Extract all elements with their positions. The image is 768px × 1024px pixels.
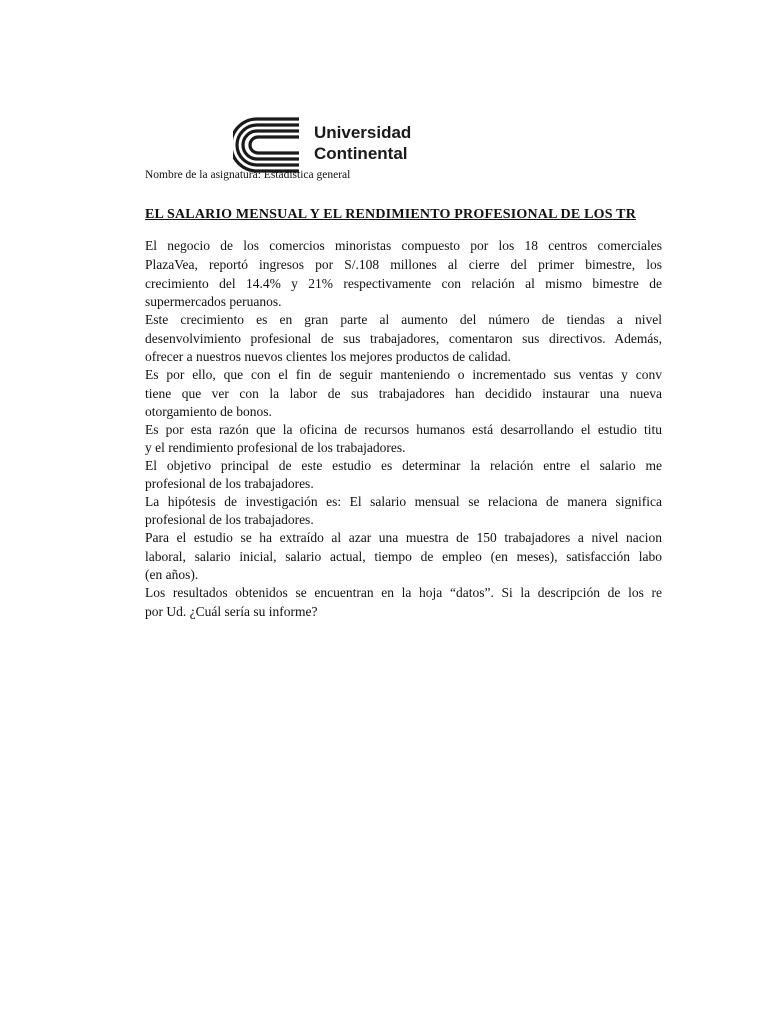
body-line: otorgamiento de bonos. (145, 404, 272, 419)
body-line: laboral, salario inicial, salario actual, tiempo de empleo (en meses), satisfacción labo (145, 549, 662, 564)
body-line: y el rendimiento profesional de los trabajadores. (145, 440, 406, 455)
logo-line-2: Continental (314, 144, 408, 163)
logo-line-1: Universidad (314, 123, 412, 142)
body-line: desenvolvimiento profesional de sus trabajadores, comentaron sus directivos. Además, (145, 331, 662, 346)
document-title: EL SALARIO MENSUAL Y EL RENDIMIENTO PROFESIONAL DE LOS TR (145, 207, 637, 222)
body-line: profesional de los trabajadores. (145, 512, 314, 527)
subject-label: Nombre de la asignatura: Estadística general (145, 169, 351, 181)
body-line: profesional de los trabajadores. (145, 476, 314, 491)
body-line: Para el estudio se ha extraído al azar una muestra de 150 trabajadores a nivel nacion (145, 530, 662, 545)
university-logo-icon (233, 117, 301, 173)
body-line: La hipótesis de investigación es: El salario mensual se relaciona de manera significa (145, 494, 662, 509)
body-line: (en años). (145, 567, 199, 582)
body-line: Los resultados obtenidos se encuentran en la hoja “datos”. Si la descripción de los re (145, 585, 662, 600)
body-line: Es por ello, que con el fin de seguir manteniendo o incrementado sus ventas y conv (145, 367, 662, 382)
body-line: supermercados peruanos. (145, 294, 282, 309)
body-line: Es por esta razón que la oficina de recursos humanos está desarrollando el estudio titu (145, 422, 662, 437)
university-logo-text (314, 122, 411, 164)
body-line: Este crecimiento es en gran parte al aumento del número de tiendas a nivel (145, 312, 662, 327)
body-text (145, 236, 662, 621)
university-logo (233, 117, 413, 173)
body-line: El objetivo principal de este estudio es determinar la relación entre el salario me (145, 458, 662, 473)
body-line: crecimiento del 14.4% y 21% respectivamente con relación al mismo bimestre de (145, 276, 662, 291)
body-line: por Ud. ¿Cuál sería su informe? (145, 604, 318, 619)
body-line: ofrecer a nuestros nuevos clientes los mejores productos de calidad. (145, 349, 511, 364)
body-line: El negocio de los comercios minoristas compuesto por los 18 centros comerciales (145, 238, 662, 253)
body-line: PlazaVea, reportó ingresos por S/.108 millones al cierre del primer bimestre, los (145, 257, 662, 272)
body-line: tiene que ver con la labor de sus trabajadores han decidido instaurar una nueva (145, 386, 662, 401)
